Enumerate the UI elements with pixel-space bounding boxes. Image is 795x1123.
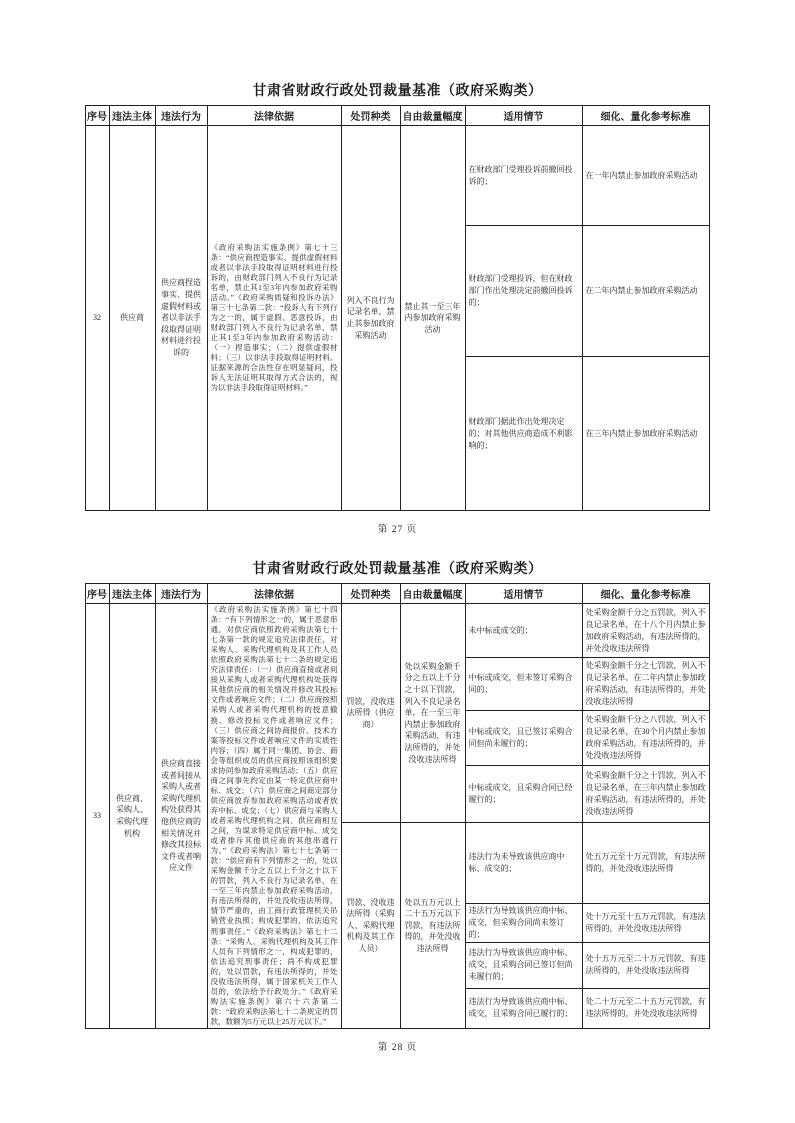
cell-violation-subject: 供应商 — [109, 126, 155, 511]
document-title: 甘肃省财政行政处罚裁量基准（政府采购类） — [252, 84, 543, 99]
cell-legal-basis: 《政府采购法实施条例》第七十三条：“供应商捏造事实、提供虚假材料或者以非法手段取得证明材料进行投诉的，由财政部门列入不良行为记录名单，禁止其1至3年内参加政府采购活动。”《政府采购质疑和投诉办法》第三十七条第二款：“投诉人有下列行为之一的，属于虚假、恶意投诉，由财政部门列入不良行为记录名单，禁止其1至3年内参加政府采购活动：（一）捏造事实；（二）提供虚假材料；（三）以非法手段取得证明材料。证据来源的合法性存在明显疑问，投诉人无法证明其取得方式合法的，视为以非法手段取得证明材料。” — [207, 126, 341, 511]
col-header-penalty-type: 处罚种类 — [341, 106, 400, 126]
cell-quantified-standard: 处二十万元至二十五万元罚款，有违法所得的，并处没收违法所得 — [582, 988, 709, 1028]
cell-discretion-range: 禁止其一至三年内参加政府采购活动 — [400, 126, 465, 511]
cell-serial-number: 33 — [85, 604, 109, 1029]
table-row — [85, 604, 709, 658]
cell-applicable-circumstance: 违法行为导致该供应商中标、成交，但采购合同尚未签订的； — [465, 903, 582, 942]
table-header-row — [85, 106, 709, 126]
col-header-act: 违法行为 — [155, 584, 207, 604]
penalty-standards-table-p28 — [85, 583, 710, 1029]
cell-discretion-range-supplier: 处以采购金额千分之五以上千分之十以下罚款，列入不良记录名单，在一至三年内禁止参加政府采购活动，有违法所得的，并处没收违法所得 — [400, 604, 465, 823]
col-header-serial: 序号 — [85, 106, 109, 126]
cell-quantified-standard: 处采购金额千分之五罚款，列入不良记录名单，在十八个月内禁止参加政府采购活动，有违法所得的，并处没收违法所得 — [582, 604, 709, 658]
col-header-subject: 违法主体 — [109, 106, 155, 126]
cell-violation-act: 供应商直接或者间接从采购人或者采购代理机构处获得其他供应商的相关情况并修改其投标文件或者响应文件 — [155, 604, 207, 1029]
col-header-standard: 细化、量化参考标准 — [582, 106, 709, 126]
col-header-penalty-type: 处罚种类 — [341, 584, 400, 604]
col-header-discretion-range: 自由裁量幅度 — [400, 584, 465, 604]
cell-quantified-standard: 处采购金额千分之八罚款，列入不良记录名单，在30个月内禁止参加政府采购活动，有违法所得的，并处没收违法所得 — [582, 711, 709, 766]
cell-quantified-standard: 处十五万元至二十万元罚款，有违法所得的，并处没收违法所得 — [582, 942, 709, 988]
cell-serial-number: 32 — [85, 126, 109, 511]
cell-applicable-circumstance: 中标或成交，且采购合同已经履行的； — [465, 766, 582, 823]
cell-applicable-circumstance: 财政部门据此作出处理决定的；对其他供应商造成不利影响的； — [465, 357, 582, 511]
cell-violation-act: 供应商捏造事实、提供虚假材料或者以非法手段取得证明材料进行投诉的 — [155, 126, 207, 511]
cell-applicable-circumstance: 在财政部门受理投诉前撤回投诉的； — [465, 126, 582, 226]
cell-applicable-circumstance: 违法行为导致该供应商中标、成交，且采购合同已签订但尚未履行的； — [465, 942, 582, 988]
cell-quantified-standard: 处采购金额千分之十罚款，列入不良记录名单，在三年内禁止参加政府采购活动，有违法所得的，并处没收违法所得 — [582, 766, 709, 823]
col-header-legal-basis: 法律依据 — [207, 584, 341, 604]
cell-quantified-standard: 处五万元至十万元罚款，有违法所得的，并处没收违法所得 — [582, 823, 709, 904]
col-header-standard: 细化、量化参考标准 — [582, 584, 709, 604]
cell-penalty-type-supplier: 罚款，没收违法所得（供应商） — [341, 604, 400, 823]
cell-penalty-type-purchaser: 罚款、没收违法所得（采购人、采购代理机构及其工作人员） — [341, 823, 400, 1029]
document-title: 甘肃省财政行政处罚裁量基准（政府采购类） — [252, 562, 543, 577]
document-page-28 — [85, 558, 711, 1053]
cell-quantified-standard: 处十万元至十五万元罚款，有违法所得的，并处没收违法所得 — [582, 903, 709, 942]
cell-applicable-circumstance: 未中标或成交的； — [465, 604, 582, 658]
cell-applicable-circumstance: 违法行为未导致该供应商中标、成交的； — [465, 823, 582, 904]
table-row — [85, 126, 709, 226]
cell-quantified-standard: 在三年内禁止参加政府采购活动 — [582, 357, 709, 511]
cell-applicable-circumstance: 财政部门受理投诉，但在财政部门作出处理决定前撤回投诉的； — [465, 226, 582, 357]
cell-applicable-circumstance: 中标或成交，且已签订采购合同但尚未履行的； — [465, 711, 582, 766]
cell-applicable-circumstance: 违法行为导致该供应商中标、成交，且采购合同已履行的； — [465, 988, 582, 1028]
col-header-legal-basis: 法律依据 — [207, 106, 341, 126]
cell-applicable-circumstance: 中标或成交，但未签订采购合同的； — [465, 658, 582, 711]
page-number: 第 28 页 — [377, 1042, 418, 1053]
col-header-discretion-range: 自由裁量幅度 — [400, 106, 465, 126]
cell-quantified-standard: 处采购金额千分之七罚款，列入不良记录名单，在二年内禁止参加政府采购活动，有违法所得的，并处没收违法所得 — [582, 658, 709, 711]
col-header-subject: 违法主体 — [109, 584, 155, 604]
document-page-27 — [85, 80, 711, 535]
col-header-circumstance: 适用情节 — [465, 106, 582, 126]
col-header-act: 违法行为 — [155, 106, 207, 126]
cell-quantified-standard: 在二年内禁止参加政府采购活动 — [582, 226, 709, 357]
col-header-serial: 序号 — [85, 584, 109, 604]
penalty-standards-table-p27 — [85, 105, 710, 511]
page-number: 第 27 页 — [377, 525, 418, 535]
cell-discretion-range-purchaser: 处以五万元以上二十五万元以下罚款，有违法所得的，并处没收违法所得 — [400, 823, 465, 1029]
cell-violation-subject: 供应商、采购人、采购代理机构 — [109, 604, 155, 1029]
col-header-circumstance: 适用情节 — [465, 584, 582, 604]
cell-penalty-type: 列入不良行为记录名单，禁止其参加政府采购活动 — [341, 126, 400, 511]
cell-quantified-standard: 在一年内禁止参加政府采购活动 — [582, 126, 709, 226]
cell-legal-basis: 《政府采购法实施条例》第七十四条：“有下列情形之一的，属于恶意串通，对供应商依照政府采购法第七十七条第一款的规定追究法律责任，对采购人、采购代理机构及其工作人员依照政府采购法第七十二条的规定追究法律责任：（一）供应商直接或者间接从采购人或者采购代理机构处获得其他供应商的相关情况并修改其投标文件或者响应文件；（二）供应商按照采购人或者采购代理机构的授意撤换、修改投标文件或者响应文件；（三）供应商之间协商报价、技术方案等投标文件或者响应文件的实质性内容；（四）属于同一集团、协会、商会等组织成员的供应商按照该组织要求协同参加政府采购活动；（五）供应商之间事先约定由某一特定供应商中标、成交；（六）供应商之间商定部分供应商放弃参加政府采购活动或者放弃中标、成交；（七）供应商与采购人或者采购代理机构之间、供应商相互之间，为谋求特定供应商中标、成交或者排斥其他供应商的其他串通行为。”《政府采购法》第七十七条第一款：“供应商有下列情形之一的，处以采购金额千分之五以上千分之十以下的罚款，列入不良行为记录名单，在一至三年内禁止参加政府采购活动，有违法所得的，并处没收违法所得，情节严重的，由工商行政管理机关吊销营业执照；构成犯罪的，依法追究刑事责任。”《政府采购法》第七十二条：“采购人、采购代理机构及其工作人员有下列情形之一，构成犯罪的，依法追究刑事责任；尚不构成犯罪的，处以罚款，有违法所得的，并处没收违法所得，属于国家机关工作人员的，依法给予行政处分。”《政府采购法实施条例》第六十六条第二款：“政府采购法第七十二条规定的罚款，数额为5万元以上25万元以下。” — [207, 604, 341, 1029]
table-header-row — [85, 584, 709, 604]
